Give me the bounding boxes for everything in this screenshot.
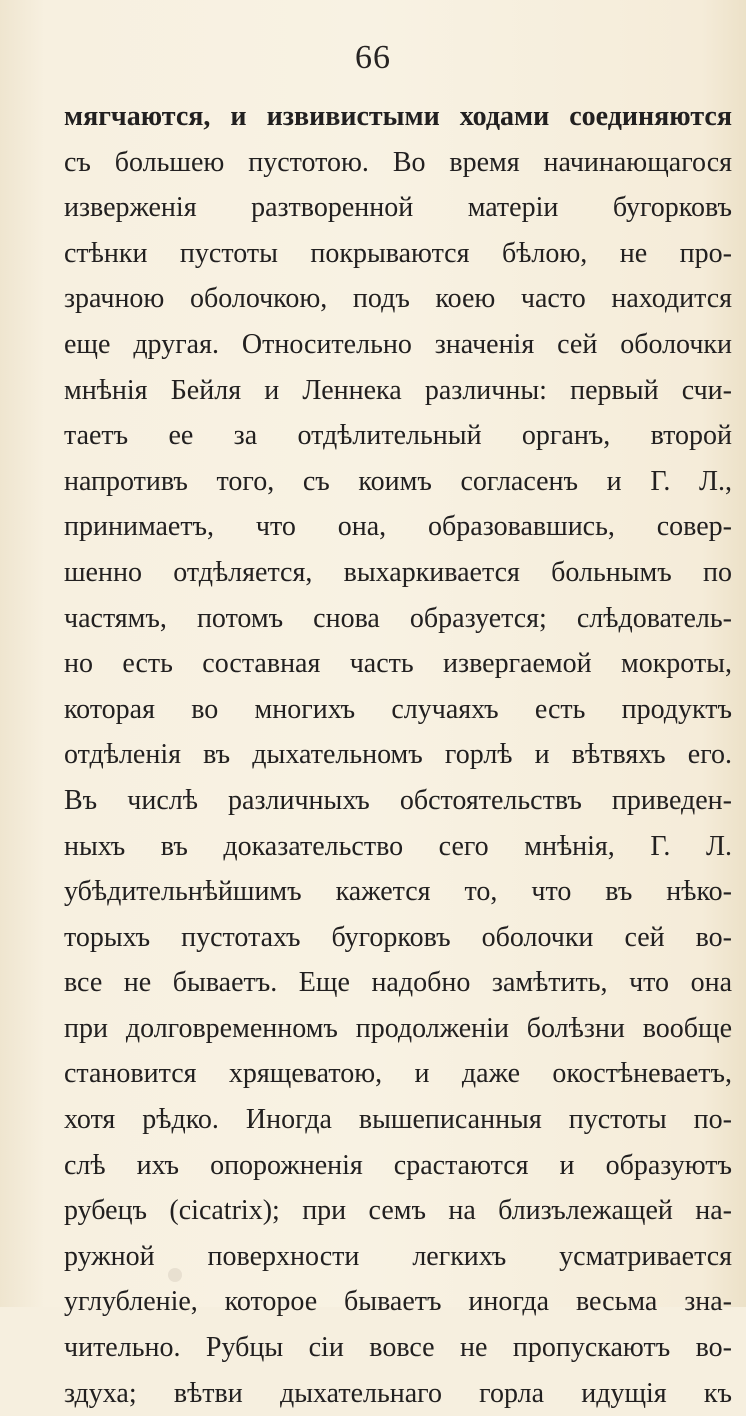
text-line: Въ числѣ различныхъ обстоятельствъ приведен- (64, 784, 732, 816)
text-line: таетъ ее за отдѣлительный органъ, второй (64, 420, 732, 452)
text-line: еще другая. Относительно значенія сей оболочки (64, 328, 732, 360)
text-line: которая во многихъ случаяхъ есть продуктъ (64, 693, 732, 725)
text-line: принимаетъ, что она, образовавшись, совер- (64, 511, 732, 543)
text-line: изверженія разтворенной матеріи бугорковъ (64, 192, 732, 224)
text-line: зрачною оболочкою, подъ коею часто находится (64, 283, 732, 315)
text-line: но есть составная часть извергаемой мокроты, (64, 648, 732, 680)
text-line: съ большею пустотою. Во время начинающагося (64, 146, 732, 178)
text-line: здуха; вѣтви дыхательнаго горла идущія къ (64, 1377, 732, 1409)
text-line: убѣдительнѣйшимъ кажется то, что въ нѣко- (64, 876, 732, 908)
text-line: хотя рѣдко. Иногда вышеписанныя пустоты по- (64, 1104, 732, 1136)
text-line: все не бываетъ. Еще надобно замѣтить, что она (64, 967, 732, 999)
text-line: стѣнки пустоты покрываются бѣлою, не про- (64, 237, 732, 269)
text-line: рубецъ (cicatrix); при семъ на близълежащей на- (64, 1195, 732, 1227)
text-line: торыхъ пустотахъ бугорковъ оболочки сей во- (64, 921, 732, 953)
text-line: шенно отдѣляется, выхаркивается больнымъ по (64, 556, 732, 588)
text-line: углубленіе, которое бываетъ иногда весьма зна- (64, 1286, 732, 1318)
text-line: напротивъ того, съ коимъ согласенъ и Г. Л., (64, 465, 732, 497)
text-line: мягчаются, и извивистыми ходами соединяются (64, 101, 732, 132)
text-line: мнѣнія Бейля и Леннека различны: первый счи- (64, 374, 732, 406)
text-line: при долговременномъ продолженіи болѣзни вообще (64, 1012, 732, 1044)
text-line: отдѣленія въ дыхательномъ горлѣ и вѣтвяхъ его. (64, 739, 732, 771)
text-line: чительно. Рубцы сіи вовсе не пропускаютъ во- (64, 1332, 732, 1364)
paper-smudge (168, 1268, 182, 1282)
text-line: ружной поверхности легкихъ усматривается (64, 1240, 732, 1272)
page-number: 66 (355, 39, 391, 76)
text-line: становится хрящеватою, и даже окостѣневаетъ, (64, 1058, 732, 1090)
text-line: слѣ ихъ опорожненія срастаются и образуютъ (64, 1149, 732, 1181)
text-line: ныхъ въ доказательство сего мнѣнія, Г. Л. (64, 830, 732, 862)
body-text (64, 94, 732, 1416)
text-line: частямъ, потомъ снова образуется; слѣдователь- (64, 602, 732, 634)
